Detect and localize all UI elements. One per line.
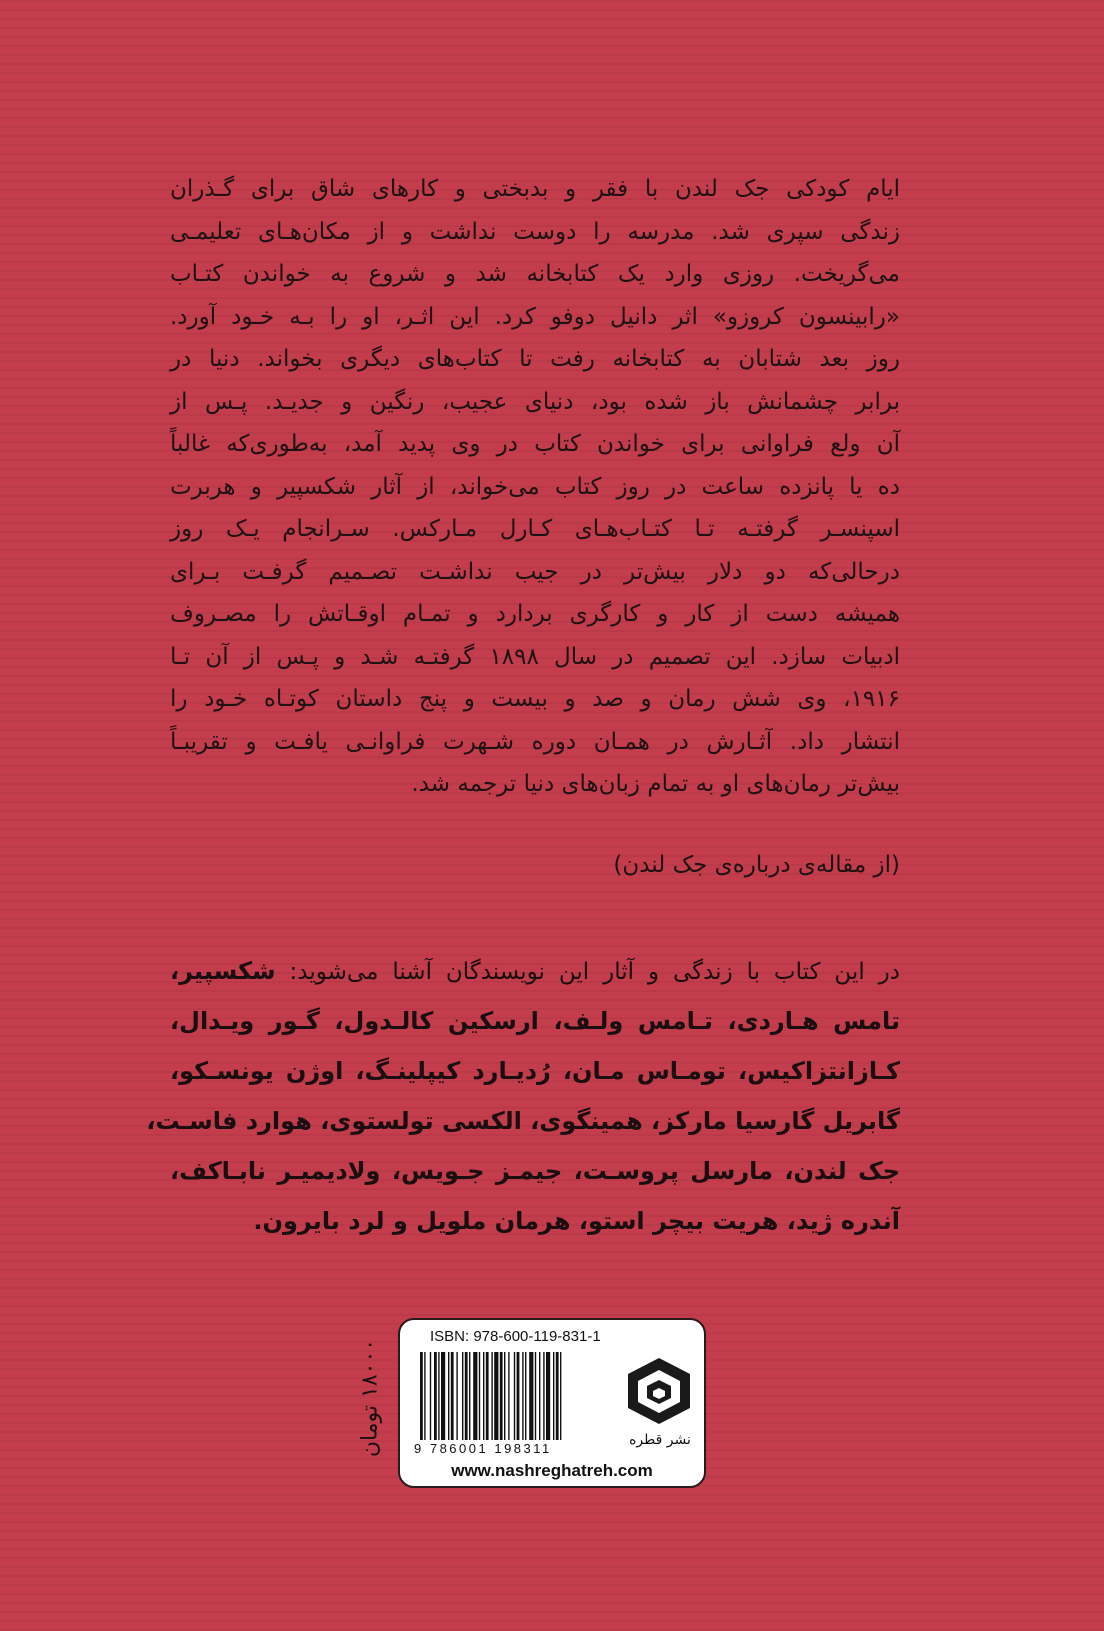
blurb-line: اسپنسـر گرفتـه تـا کتـاب‌هـای کـارل مـارکس. سـرانجام یـک روز	[170, 516, 900, 542]
price-text: ۱۸۰۰۰ تومان	[357, 1338, 383, 1458]
barcode-digits: 9 786001 198311	[414, 1441, 552, 1456]
publisher-logo-icon	[624, 1356, 694, 1426]
barcode-image	[416, 1352, 616, 1440]
blurb-line: ادبیات سازد. این تصمیم در سال ۱۸۹۸ گرفتـه شـد و پـس از آن تـا	[170, 643, 900, 670]
blurb-line: ده یا پانزده ساعت در روز کتاب می‌خواند، از آثار شکسپیر و هربرت	[170, 473, 900, 500]
blurb-paragraph	[170, 168, 900, 806]
blurb-line: می‌گریخت. روزی وارد یک کتابخانه شد و شروع به خواندن کتـاب	[170, 261, 900, 287]
price-label	[340, 1318, 400, 1478]
blurb-line: روز بعد شتابان به کتابخانه رفت تا کتاب‌های دیگری بخواند. دنیا در	[170, 346, 900, 372]
blurb-line: ایام کودکی جک لندن با فقر و بدبختی و کارهای شاق برای گـذران	[170, 176, 900, 202]
authors-list	[146, 946, 900, 1246]
blurb-line: درحالی‌که دو دلار بیش‌تر در جیب نداشـت تصـمیم گرفـت بـرای	[170, 558, 900, 585]
blurb-line: بیش‌تر رمان‌های او به تمام زبان‌های دنیا ترجمه شد.	[411, 771, 900, 797]
authors-line: گابریل گارسیا مارکز، همینگوی، الکسی تولستوی، هوارد فاسـت،	[146, 1107, 900, 1135]
publisher-website: www.nashreghatreh.com	[451, 1461, 653, 1480]
authors-line: تامس هـاردی، تـامس ولـف، ارسکین کالـدول، گـور ویـدال،	[170, 1007, 900, 1035]
author-first: شکسپیر،	[170, 957, 276, 985]
isbn-box	[398, 1318, 706, 1488]
source-citation: (از مقاله‌ی درباره‌ی جک لندن)	[613, 852, 900, 878]
blurb-line: ۱۹۱۶، وی شش رمان و صد و بیست و پنج داستان کوتـاه خـود را	[170, 686, 900, 712]
blurb-line: زندگی سپری شد. مدرسه را دوست نداشت و از مکان‌هـای تعلیمـی	[170, 218, 900, 245]
blurb-line: «رابینسون کروزو» اثر دانیل دوفو کرد. این اثـر، او را بـه خـود آورد.	[170, 303, 900, 330]
authors-intro-line	[170, 946, 900, 996]
authors-line: جک لندن، مارسل پروسـت، جیمـز جـویس، ولادیمیـر نابـاکف،	[170, 1157, 900, 1185]
blurb-line: آن ولع فراوانی برای خواندن کتاب در وی پدید آمد، به‌طوری‌که غالباً	[170, 431, 900, 457]
blurb-line: همیشه دست از کار و کارگری بردارد و تمـام اوقـاتش را مصـروف	[170, 601, 900, 627]
blurb-line: برابر چشمانش باز شده بود، دنیای عجیب، رنگین و جدیـد. پـس از	[170, 388, 900, 415]
authors-line: کـازانتزاکیس، تومـاس مـان، رُدیـارد کیپلینـگ، اوژن یونسـکو،	[170, 1057, 900, 1085]
isbn-label: ISBN: 978-600-119-831-1	[430, 1328, 601, 1345]
authors-intro: در این کتاب با زندگی و آثار این نویسندگان آشنا می‌شوید:	[275, 959, 900, 985]
blurb-line: انتشار داد. آثـارش در همـان دوره شـهرت فراوانـی یافـت و تقریبـاً	[170, 728, 900, 755]
authors-line: آندره ژید، هریت بیچر استو، هرمان ملویل و لرد بایرون.	[253, 1207, 900, 1235]
publisher-name: نشر قطره	[629, 1432, 691, 1448]
